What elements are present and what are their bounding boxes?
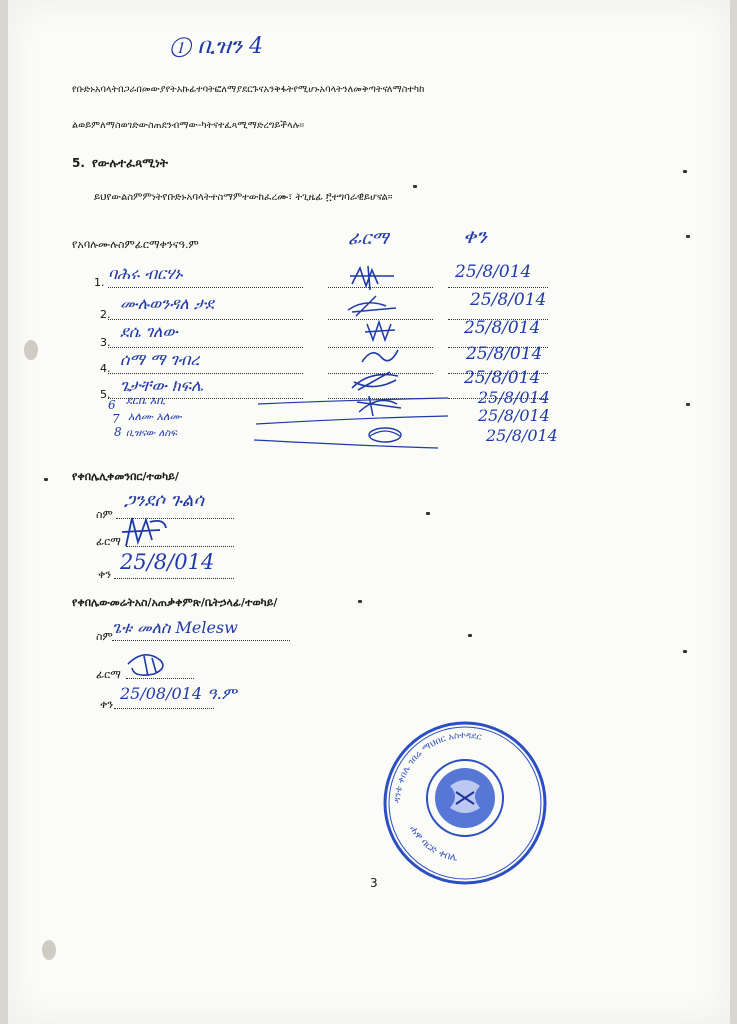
date-column-header: ቀን	[463, 224, 487, 248]
member-name: ጌታቸው ክፍሌ	[120, 376, 203, 395]
member-name: ቢዝናው ለስፍ	[126, 428, 177, 439]
member-number: 4.	[100, 362, 111, 375]
receiver-date-line	[114, 578, 234, 579]
member-number: 7	[112, 412, 120, 426]
member-signature	[366, 424, 404, 446]
seal-outer-text: ዳንቴ ቀበሌ ገበሬ ማህበር አስተዳደር	[392, 730, 483, 804]
ink-fleck	[426, 512, 430, 515]
section-title: የውሉተፈጻሚነት	[92, 156, 168, 170]
date-line	[448, 287, 548, 288]
name-line	[108, 287, 303, 288]
receiver-date: 25/8/014	[120, 550, 215, 574]
member-name: ሰማ ማ ገብረ	[120, 350, 200, 369]
member-name: ደሴ ገለው	[120, 322, 178, 341]
section-body: ይህየውልስምምነትየቡድኑአባላትተስማምተውከፈረሙ፣ ትጊዜፊ ፫ተግባራዊይሆናል።	[94, 192, 393, 203]
coordinator-name: ጌቱ መለስ Melesw	[112, 618, 238, 637]
punch-hole	[24, 340, 38, 360]
member-name: አለሙ አለሙ	[128, 410, 182, 423]
document-page	[8, 0, 730, 1024]
member-number: 2.	[100, 308, 111, 321]
member-signature	[346, 292, 400, 318]
ink-fleck	[44, 478, 48, 481]
receiver-date-label: ቀን	[98, 568, 112, 581]
page-number: 3	[370, 876, 378, 890]
intro-text-line1: የቡድኑአባላትበጋራበመውያየትአኩፊተባትፎለማያደርጉናአንቅፋትየሚሆኑአባላትንለመቅጣትናለማስተካከ	[72, 84, 425, 95]
signature-column-header: ፊርማ	[348, 228, 389, 249]
intro-text-line2: ልወይምለማስወገድውስጠደንብማው-ካትናተፈጻሚማድረግይችላሉ።	[72, 120, 305, 131]
ink-fleck	[413, 185, 417, 188]
member-number: 5.	[100, 388, 111, 401]
name-line	[108, 319, 303, 320]
member-date: 25/8/014	[486, 426, 558, 445]
coordinator-date: 25/08/014 ዓ.ም	[120, 684, 237, 703]
member-number: 3.	[100, 336, 111, 349]
ink-fleck	[683, 650, 687, 653]
name-line	[108, 347, 303, 348]
ink-fleck	[686, 403, 690, 406]
seal-bottom-text: ሐዋ ባርድ ቀበሌ	[407, 823, 459, 864]
section-number: 5.	[72, 156, 85, 170]
member-number: 1.	[94, 276, 105, 289]
members-heading: የአባሉሙሉስምፊርማቀንናዓ.ም	[72, 238, 199, 251]
member-signature	[363, 318, 397, 344]
member-date: 25/8/014	[464, 368, 541, 388]
member-date: 25/8/014	[478, 406, 550, 425]
receiver-name-label: ስም	[96, 508, 113, 521]
coordinator-title: የቀበሌውመሬትአስ/አጠቃቀምጽ/ቤትኃላፊ/ተወካይ/	[72, 596, 278, 609]
ink-fleck	[686, 235, 690, 238]
coordinator-date-line	[114, 708, 214, 709]
member-date: 25/8/014	[470, 290, 547, 310]
member-number: 6	[108, 398, 116, 412]
member-date: 25/8/014	[466, 344, 543, 364]
coordinator-date-label: ቀን	[100, 698, 114, 711]
member-number: 8	[114, 425, 122, 439]
member-name: ባሕሩ ብርሃኑ	[108, 264, 183, 283]
coordinator-name-label: ስም	[96, 630, 113, 643]
receiver-signature-label: ፊርማ	[96, 535, 121, 548]
name-line	[108, 373, 303, 374]
member-date: 25/8/014	[455, 262, 532, 282]
official-seal	[380, 718, 550, 888]
coordinator-name-line	[112, 640, 290, 641]
member-signature	[348, 264, 398, 290]
member-date: 25/8/014	[478, 388, 550, 407]
punch-hole	[42, 940, 56, 960]
coordinator-signature	[124, 650, 172, 680]
member-date: 25/8/014	[464, 318, 541, 338]
receiver-signature	[120, 512, 170, 552]
member-name: ሙሉወንዳለ ታደ	[120, 294, 214, 313]
ink-fleck	[683, 170, 687, 173]
member-name: ደርቤ አቢ	[126, 394, 165, 407]
coordinator-signature-label: ፊርማ	[96, 668, 121, 681]
receiver-title: የቀበሌሊቀመንበር/ተወካይ/	[72, 470, 179, 483]
ink-fleck	[468, 634, 472, 637]
member-signature	[353, 392, 403, 418]
header-note: ① ቢዝን 4	[170, 34, 264, 59]
receiver-name: ጋንደሶ ጉልሳ	[124, 490, 204, 511]
ink-fleck	[358, 600, 362, 603]
member-signature	[360, 344, 400, 368]
